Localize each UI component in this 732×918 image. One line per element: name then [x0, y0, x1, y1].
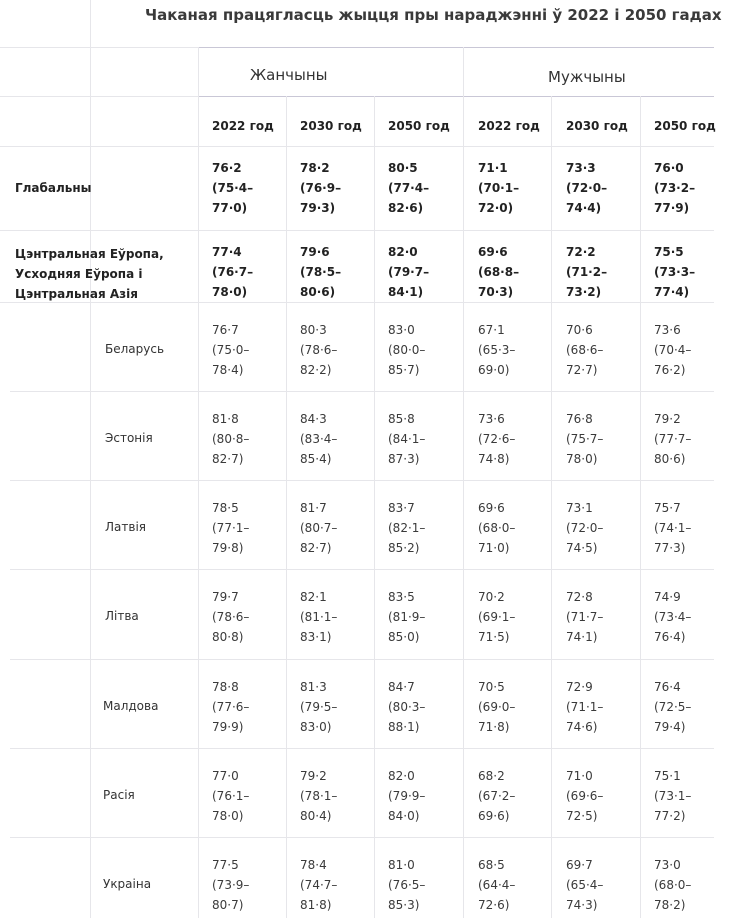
- interval-bound: 72·7): [566, 363, 598, 377]
- interval-bound: 82·2): [300, 363, 332, 377]
- interval-bound: 73·2): [566, 285, 602, 299]
- interval-bound: 80·8): [212, 630, 244, 644]
- value-cell: [566, 320, 603, 380]
- estimate-value: 68·5: [478, 858, 505, 872]
- group-header-women: Жанчыны: [250, 66, 328, 84]
- interval-bound: 72·5): [566, 809, 598, 823]
- value-cell: [654, 587, 691, 647]
- estimate-value: 78·2: [300, 161, 330, 175]
- estimate-value: 70·6: [566, 323, 593, 337]
- interval-bound: 74·4): [566, 201, 602, 215]
- estimate-value: 83·7: [388, 501, 415, 515]
- row-label: Літва: [105, 609, 139, 623]
- value-cell: [388, 242, 429, 302]
- value-cell: [388, 409, 425, 469]
- estimate-value: 79·2: [300, 769, 327, 783]
- value-cell: [654, 766, 691, 826]
- value-cell: [654, 677, 691, 737]
- interval-bound: 88·1): [388, 720, 420, 734]
- interval-bound: 74·5): [566, 541, 598, 555]
- grid-line: [0, 146, 714, 147]
- grid-line: [374, 96, 375, 918]
- estimate-value: 82·1: [300, 590, 327, 604]
- estimate-value: 75·7: [654, 501, 681, 515]
- interval-bound: 78·2): [654, 898, 686, 912]
- value-cell: [654, 855, 691, 915]
- interval-bound: 79·8): [212, 541, 244, 555]
- value-cell: [300, 409, 337, 469]
- interval-bound: (73·9–: [212, 878, 250, 892]
- row-label-line: Усходняя Еўропа і: [15, 267, 143, 281]
- estimate-value: 72·2: [566, 245, 596, 259]
- interval-bound: (64·4–: [478, 878, 516, 892]
- interval-bound: 74·1): [566, 630, 598, 644]
- estimate-value: 70·5: [478, 680, 505, 694]
- year-header: 2022 год: [478, 119, 540, 133]
- interval-bound: (81·9–: [388, 610, 426, 624]
- estimate-value: 71·1: [478, 161, 508, 175]
- value-cell: [478, 677, 515, 737]
- estimate-value: 73·6: [478, 412, 505, 426]
- year-header: 2030 год: [300, 119, 362, 133]
- interval-bound: 81·8): [300, 898, 332, 912]
- estimate-value: 82·0: [388, 245, 418, 259]
- estimate-value: 76·4: [654, 680, 681, 694]
- interval-bound: (75·4–: [212, 181, 254, 195]
- estimate-value: 73·1: [566, 501, 593, 515]
- grid-line: [90, 303, 91, 918]
- value-cell: [566, 158, 607, 218]
- interval-bound: (70·4–: [654, 343, 692, 357]
- interval-bound: 80·6): [654, 452, 686, 466]
- value-cell: [654, 320, 691, 380]
- interval-bound: 77·4): [654, 285, 690, 299]
- value-cell: [654, 158, 695, 218]
- interval-bound: (65·4–: [566, 878, 604, 892]
- estimate-value: 77·5: [212, 858, 239, 872]
- value-cell: [654, 409, 691, 469]
- interval-bound: (77·1–: [212, 521, 250, 535]
- row-label-line: Цэнтральная Азія: [15, 287, 138, 301]
- interval-bound: (75·7–: [566, 432, 604, 446]
- row-label: [15, 244, 165, 304]
- interval-bound: (77·7–: [654, 432, 692, 446]
- estimate-value: 72·8: [566, 590, 593, 604]
- interval-bound: 74·6): [566, 720, 598, 734]
- interval-bound: (79·9–: [388, 789, 426, 803]
- value-cell: [300, 855, 337, 915]
- estimate-value: 73·0: [654, 858, 681, 872]
- value-cell: [566, 855, 603, 915]
- grid-line: [0, 47, 198, 48]
- estimate-value: 76·7: [212, 323, 239, 337]
- grid-line: [198, 96, 714, 97]
- value-cell: [212, 158, 253, 218]
- value-cell: [212, 766, 249, 826]
- estimate-value: 74·9: [654, 590, 681, 604]
- row-label: Малдова: [103, 699, 159, 713]
- interval-bound: 77·9): [654, 201, 690, 215]
- interval-bound: 69·0): [478, 363, 510, 377]
- interval-bound: (78·6–: [212, 610, 250, 624]
- interval-bound: 77·2): [654, 809, 686, 823]
- value-cell: [478, 855, 515, 915]
- interval-bound: (77·4–: [388, 181, 430, 195]
- estimate-value: 84·3: [300, 412, 327, 426]
- interval-bound: 70·3): [478, 285, 514, 299]
- value-cell: [566, 409, 603, 469]
- interval-bound: (72·0–: [566, 181, 608, 195]
- estimate-value: 76·0: [654, 161, 684, 175]
- interval-bound: (71·1–: [566, 700, 604, 714]
- grid-line: [286, 96, 287, 918]
- interval-bound: (69·6–: [566, 789, 604, 803]
- interval-bound: 85·7): [388, 363, 420, 377]
- interval-bound: (80·8–: [212, 432, 250, 446]
- page-title: Чаканая працягласць жыцця пры нараджэнні ў 2022 і 2050 гадах: [145, 6, 722, 24]
- interval-bound: 80·6): [300, 285, 336, 299]
- value-cell: [300, 766, 337, 826]
- estimate-value: 75·5: [654, 245, 684, 259]
- estimate-value: 79·6: [300, 245, 330, 259]
- row-label: Эстонія: [105, 431, 153, 445]
- interval-bound: 72·6): [478, 898, 510, 912]
- grid-line: [551, 96, 552, 918]
- year-header: 2030 год: [566, 119, 628, 133]
- estimate-value: 76·2: [212, 161, 242, 175]
- estimate-value: 68·2: [478, 769, 505, 783]
- interval-bound: 80·4): [300, 809, 332, 823]
- value-cell: [300, 677, 337, 737]
- interval-bound: (76·5–: [388, 878, 426, 892]
- estimate-value: 73·6: [654, 323, 681, 337]
- estimate-value: 81·3: [300, 680, 327, 694]
- value-cell: [212, 855, 249, 915]
- row-label: Латвія: [105, 520, 146, 534]
- estimate-value: 67·1: [478, 323, 505, 337]
- group-header-men: Мужчыны: [548, 68, 626, 86]
- interval-bound: 78·4): [212, 363, 244, 377]
- interval-bound: (73·2–: [654, 181, 696, 195]
- value-cell: [300, 242, 341, 302]
- value-cell: [478, 498, 515, 558]
- year-header: 2050 год: [654, 119, 716, 133]
- row-label: Расія: [103, 788, 135, 802]
- estimate-value: 81·8: [212, 412, 239, 426]
- value-cell: [212, 498, 249, 558]
- value-cell: [566, 498, 603, 558]
- grid-line: [10, 659, 714, 660]
- interval-bound: (75·0–: [212, 343, 250, 357]
- interval-bound: (82·1–: [388, 521, 426, 535]
- interval-bound: (74·1–: [654, 521, 692, 535]
- grid-line: [640, 96, 641, 918]
- row-label-line: Цэнтральная Еўропа,: [15, 247, 164, 261]
- interval-bound: (79·7–: [388, 265, 430, 279]
- interval-bound: 78·0): [212, 809, 244, 823]
- grid-line: [198, 47, 714, 48]
- estimate-value: 85·8: [388, 412, 415, 426]
- interval-bound: (72·6–: [478, 432, 516, 446]
- value-cell: [212, 409, 249, 469]
- interval-bound: (83·4–: [300, 432, 338, 446]
- interval-bound: (68·0–: [654, 878, 692, 892]
- row-label: Украіна: [103, 877, 152, 891]
- interval-bound: (76·1–: [212, 789, 250, 803]
- interval-bound: 76·2): [654, 363, 686, 377]
- value-cell: [478, 320, 515, 380]
- interval-bound: (71·2–: [566, 265, 608, 279]
- interval-bound: 87·3): [388, 452, 420, 466]
- interval-bound: (71·7–: [566, 610, 604, 624]
- interval-bound: 85·2): [388, 541, 420, 555]
- interval-bound: 72·0): [478, 201, 514, 215]
- value-cell: [212, 677, 249, 737]
- interval-bound: 76·4): [654, 630, 686, 644]
- interval-bound: (67·2–: [478, 789, 516, 803]
- interval-bound: 82·7): [212, 452, 244, 466]
- interval-bound: 69·6): [478, 809, 510, 823]
- estimate-value: 83·5: [388, 590, 415, 604]
- interval-bound: 71·8): [478, 720, 510, 734]
- interval-bound: 82·6): [388, 201, 424, 215]
- estimate-value: 72·9: [566, 680, 593, 694]
- grid-line: [10, 391, 714, 392]
- interval-bound: (79·5–: [300, 700, 338, 714]
- value-cell: [212, 320, 249, 380]
- interval-bound: 84·1): [388, 285, 424, 299]
- value-cell: [212, 242, 253, 302]
- value-cell: [388, 320, 425, 380]
- interval-bound: (78·6–: [300, 343, 338, 357]
- estimate-value: 77·0: [212, 769, 239, 783]
- estimate-value: 78·8: [212, 680, 239, 694]
- value-cell: [388, 587, 425, 647]
- grid-line: [463, 47, 464, 918]
- value-cell: [388, 158, 429, 218]
- value-cell: [566, 677, 603, 737]
- estimate-value: 75·1: [654, 769, 681, 783]
- interval-bound: 71·5): [478, 630, 510, 644]
- value-cell: [300, 320, 337, 380]
- interval-bound: 79·4): [654, 720, 686, 734]
- interval-bound: 85·3): [388, 898, 420, 912]
- value-cell: [566, 242, 607, 302]
- grid-line: [10, 480, 714, 481]
- value-cell: [478, 587, 515, 647]
- estimate-value: 84·7: [388, 680, 415, 694]
- value-cell: [212, 587, 249, 647]
- value-cell: [566, 587, 603, 647]
- estimate-value: 77·4: [212, 245, 242, 259]
- interval-bound: (69·1–: [478, 610, 516, 624]
- interval-bound: (81·1–: [300, 610, 338, 624]
- row-label: Беларусь: [105, 342, 165, 356]
- value-cell: [654, 498, 691, 558]
- estimate-value: 79·2: [654, 412, 681, 426]
- estimate-value: 69·7: [566, 858, 593, 872]
- estimate-value: 83·0: [388, 323, 415, 337]
- interval-bound: 77·0): [212, 201, 248, 215]
- interval-bound: 85·4): [300, 452, 332, 466]
- interval-bound: 77·3): [654, 541, 686, 555]
- value-cell: [478, 158, 519, 218]
- grid-line: [10, 837, 714, 838]
- interval-bound: (65·3–: [478, 343, 516, 357]
- interval-bound: 84·0): [388, 809, 420, 823]
- interval-bound: 83·1): [300, 630, 332, 644]
- estimate-value: 78·5: [212, 501, 239, 515]
- grid-line: [90, 0, 91, 47]
- estimate-value: 82·0: [388, 769, 415, 783]
- interval-bound: 82·7): [300, 541, 332, 555]
- interval-bound: 74·8): [478, 452, 510, 466]
- estimate-value: 81·0: [388, 858, 415, 872]
- interval-bound: (73·4–: [654, 610, 692, 624]
- interval-bound: (84·1–: [388, 432, 426, 446]
- value-cell: [300, 587, 337, 647]
- interval-bound: 85·0): [388, 630, 420, 644]
- year-header: 2022 год: [212, 119, 274, 133]
- interval-bound: (80·3–: [388, 700, 426, 714]
- value-cell: [388, 766, 425, 826]
- interval-bound: (77·6–: [212, 700, 250, 714]
- grid-line: [10, 748, 714, 749]
- estimate-value: 69·6: [478, 501, 505, 515]
- interval-bound: (68·6–: [566, 343, 604, 357]
- interval-bound: (72·5–: [654, 700, 692, 714]
- interval-bound: 79·9): [212, 720, 244, 734]
- value-cell: [388, 498, 425, 558]
- interval-bound: 83·0): [300, 720, 332, 734]
- value-cell: [388, 677, 425, 737]
- value-cell: [300, 498, 337, 558]
- value-cell: [478, 242, 519, 302]
- interval-bound: 71·0): [478, 541, 510, 555]
- value-cell: [388, 855, 425, 915]
- value-cell: [566, 766, 603, 826]
- interval-bound: (68·8–: [478, 265, 520, 279]
- grid-line: [198, 47, 199, 918]
- interval-bound: (69·0–: [478, 700, 516, 714]
- estimate-value: 69·6: [478, 245, 508, 259]
- interval-bound: (80·7–: [300, 521, 338, 535]
- interval-bound: (68·0–: [478, 521, 516, 535]
- estimate-value: 80·5: [388, 161, 418, 175]
- interval-bound: (72·0–: [566, 521, 604, 535]
- value-cell: [654, 242, 695, 302]
- value-cell: [478, 409, 515, 469]
- estimate-value: 80·3: [300, 323, 327, 337]
- estimate-value: 81·7: [300, 501, 327, 515]
- estimate-value: 78·4: [300, 858, 327, 872]
- interval-bound: (73·1–: [654, 789, 692, 803]
- estimate-value: 79·7: [212, 590, 239, 604]
- estimate-value: 70·2: [478, 590, 505, 604]
- estimate-value: 76·8: [566, 412, 593, 426]
- value-cell: [300, 158, 341, 218]
- value-cell: [478, 766, 515, 826]
- grid-line: [0, 230, 714, 231]
- interval-bound: 74·3): [566, 898, 598, 912]
- interval-bound: 80·7): [212, 898, 244, 912]
- interval-bound: (76·9–: [300, 181, 342, 195]
- row-label: Глабальны: [15, 181, 92, 195]
- interval-bound: (78·5–: [300, 265, 342, 279]
- estimate-value: 73·3: [566, 161, 596, 175]
- estimate-value: 71·0: [566, 769, 593, 783]
- grid-line: [10, 569, 714, 570]
- interval-bound: (73·3–: [654, 265, 696, 279]
- interval-bound: (70·1–: [478, 181, 520, 195]
- interval-bound: 78·0): [212, 285, 248, 299]
- interval-bound: (78·1–: [300, 789, 338, 803]
- year-header: 2050 год: [388, 119, 450, 133]
- interval-bound: (80·0–: [388, 343, 426, 357]
- interval-bound: (76·7–: [212, 265, 254, 279]
- interval-bound: 78·0): [566, 452, 598, 466]
- interval-bound: (74·7–: [300, 878, 338, 892]
- interval-bound: 79·3): [300, 201, 336, 215]
